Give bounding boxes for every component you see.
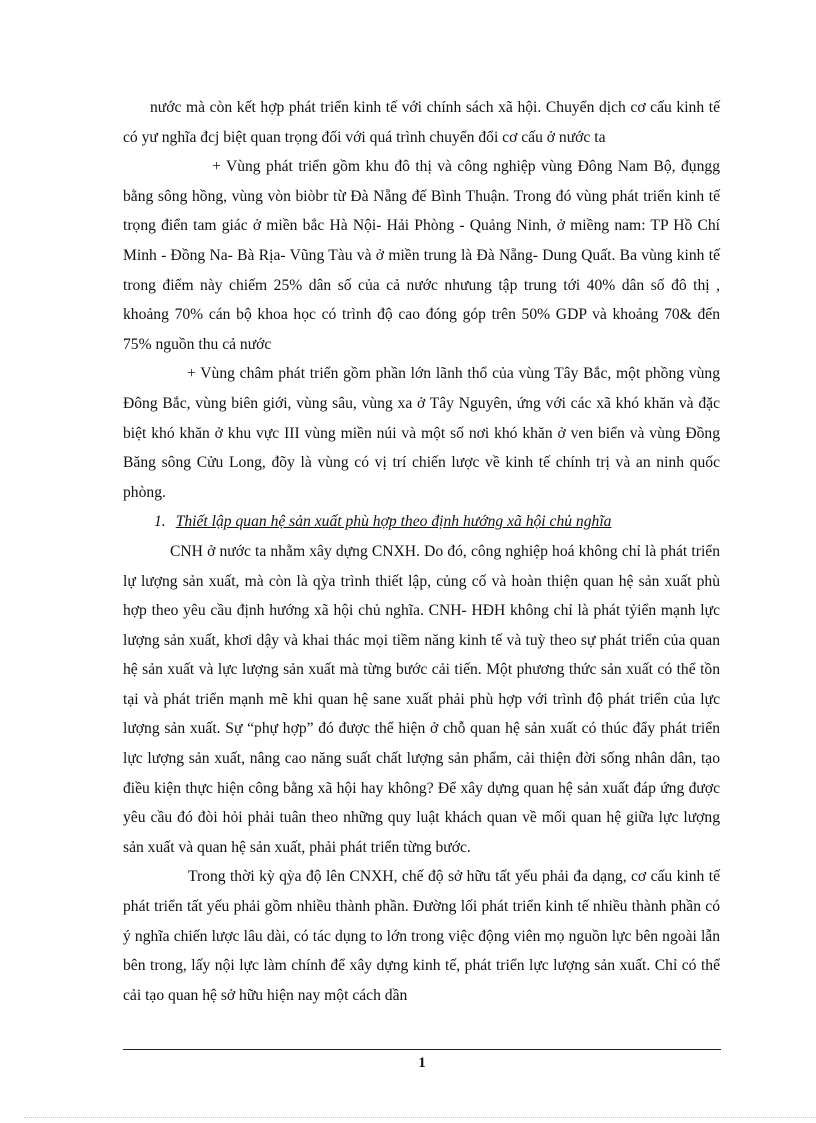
footer-divider <box>123 1049 721 1050</box>
document-body <box>123 93 720 1010</box>
page-edge-dotted-line <box>24 1117 816 1118</box>
paragraph-developed-regions: + Vùng phát triển gồm khu đô thị và công nghiệp vùng Đông Nam Bộ, đụngg bằng sông hồng, vùng vòn biòbr từ Đà Nẵng đế Bình Thuận. Trong đó vùng phát triển kinh tế trọng điển tam giác ở miền bắc Hà Nội- Hải Phòng - Quảng Ninh, ở miềng nam: TP Hồ Chí Minh - Đồng Na- Bà Rịa- Vũng Tàu và ở miền trung là Đà Nẵng- Dung Quất. Ba vùng kinh tế trong điểm này chiếm 25% dân số của cả nước nhưung tập trung tới 40% dân số đô thị , khoảng 70% cán bộ khoa học có trình độ cao đóng góp trên 50% GDP và khoảng 70& đến 75% nguồn thu cả nước <box>123 158 720 353</box>
section-heading-title: Thiết lập quan hệ sản xuất phù hợp theo định hướng xã hội chủ nghĩa <box>175 513 612 531</box>
section-heading <box>123 507 720 537</box>
page-number: 1 <box>418 1055 426 1071</box>
paragraph-ownership-regime: Trong thời kỳ qỳa độ lên CNXH, chế độ sở hữu tất yếu phải đa dạng, cơ cấu kinh tế phát triển tất yếu phải gồm nhiều thành phần. Đường lối phát triển kinh tế nhiều thành phần có ý nghĩa chiến lược lâu dài, có tác dụng to lớn trong việc động viên mọ nguồn lực bên ngoài lẫn bên trong, lấy nội lực làm chính để xây dựng kinh tế, phát triển lực lượng sản xuất. Chỉ có thể cải tạo quan hệ sở hữu hiện nay một cách dần <box>123 868 720 1004</box>
paragraph-economic-restructuring: nước mà còn kết hợp phát triển kinh tế với chính sách xã hội. Chuyển dịch cơ cấu kinh tế có yư nghĩa đcj biệt quan trọng đối với quá trình chuyển đổi cơ cấu ở nước ta <box>123 99 720 146</box>
section-heading-number: 1. <box>154 513 166 531</box>
paragraph-production-relations: CNH ở nước ta nhằm xây dựng CNXH. Do đó, công nghiệp hoá không chỉ là phát triển lự lượng sản xuất, mà còn là qỳa trình thiết lập, củng cố và hoàn thiện quan hệ sản xuất phù hợp theo yêu cầu định hướng xã hội chủ nghĩa. CNH- HĐH không chỉ là phát tỷiển mạnh lực lượng sản xuất, khơi dậy và khai thác mọi tiềm năng kinh tế và tuỳ theo sự phát triển của quan hệ sản xuất và lực lượng sản xuất mà từng bước cải tiến. Một phương thức sản xuất có thể tồn tại và phát triển mạnh mẽ khi quan hệ sane xuất phải phù hợp với trình độ phát triển của lực lượng sản xuất. Sự “phự hợp” đó được thể hiện ở chỗ quan hệ sản xuất có thúc đẩy phát triển lực lượng sản xuất, nâng cao năng suất chất lượng sản phẩm, cải thiện đời sống nhân dân, tạo điều kiện thực hiện công bằng xã hội hay không? Để xây dựng quan hệ sản xuất đáp ứng được yêu cầu đó đòi hỏi phải tuân theo những quy luật khách quan về mối quan hệ giữa lực lượng sản xuất và quan hệ sản xuất, phải phát triển từng bước. <box>123 542 720 856</box>
paragraph-slow-developing-regions: + Vùng châm phát triển gồm phần lớn lãnh thổ của vùng Tây Bắc, một phồng vùng Đông Bắc, vùng biên giới, vùng sâu, vùng xa ở Tây Nguyên, ứng với các xã khó khăn và đặc biệt khó khăn ở khu vực III vùng miền núi và một số nơi khó khăn ở ven biển và vùng Đồng Băng sông Cửu Long, đõy là vùng có vị trí chiến lược về kinh tế chính trị và an ninh quốc phòng. <box>123 365 720 501</box>
